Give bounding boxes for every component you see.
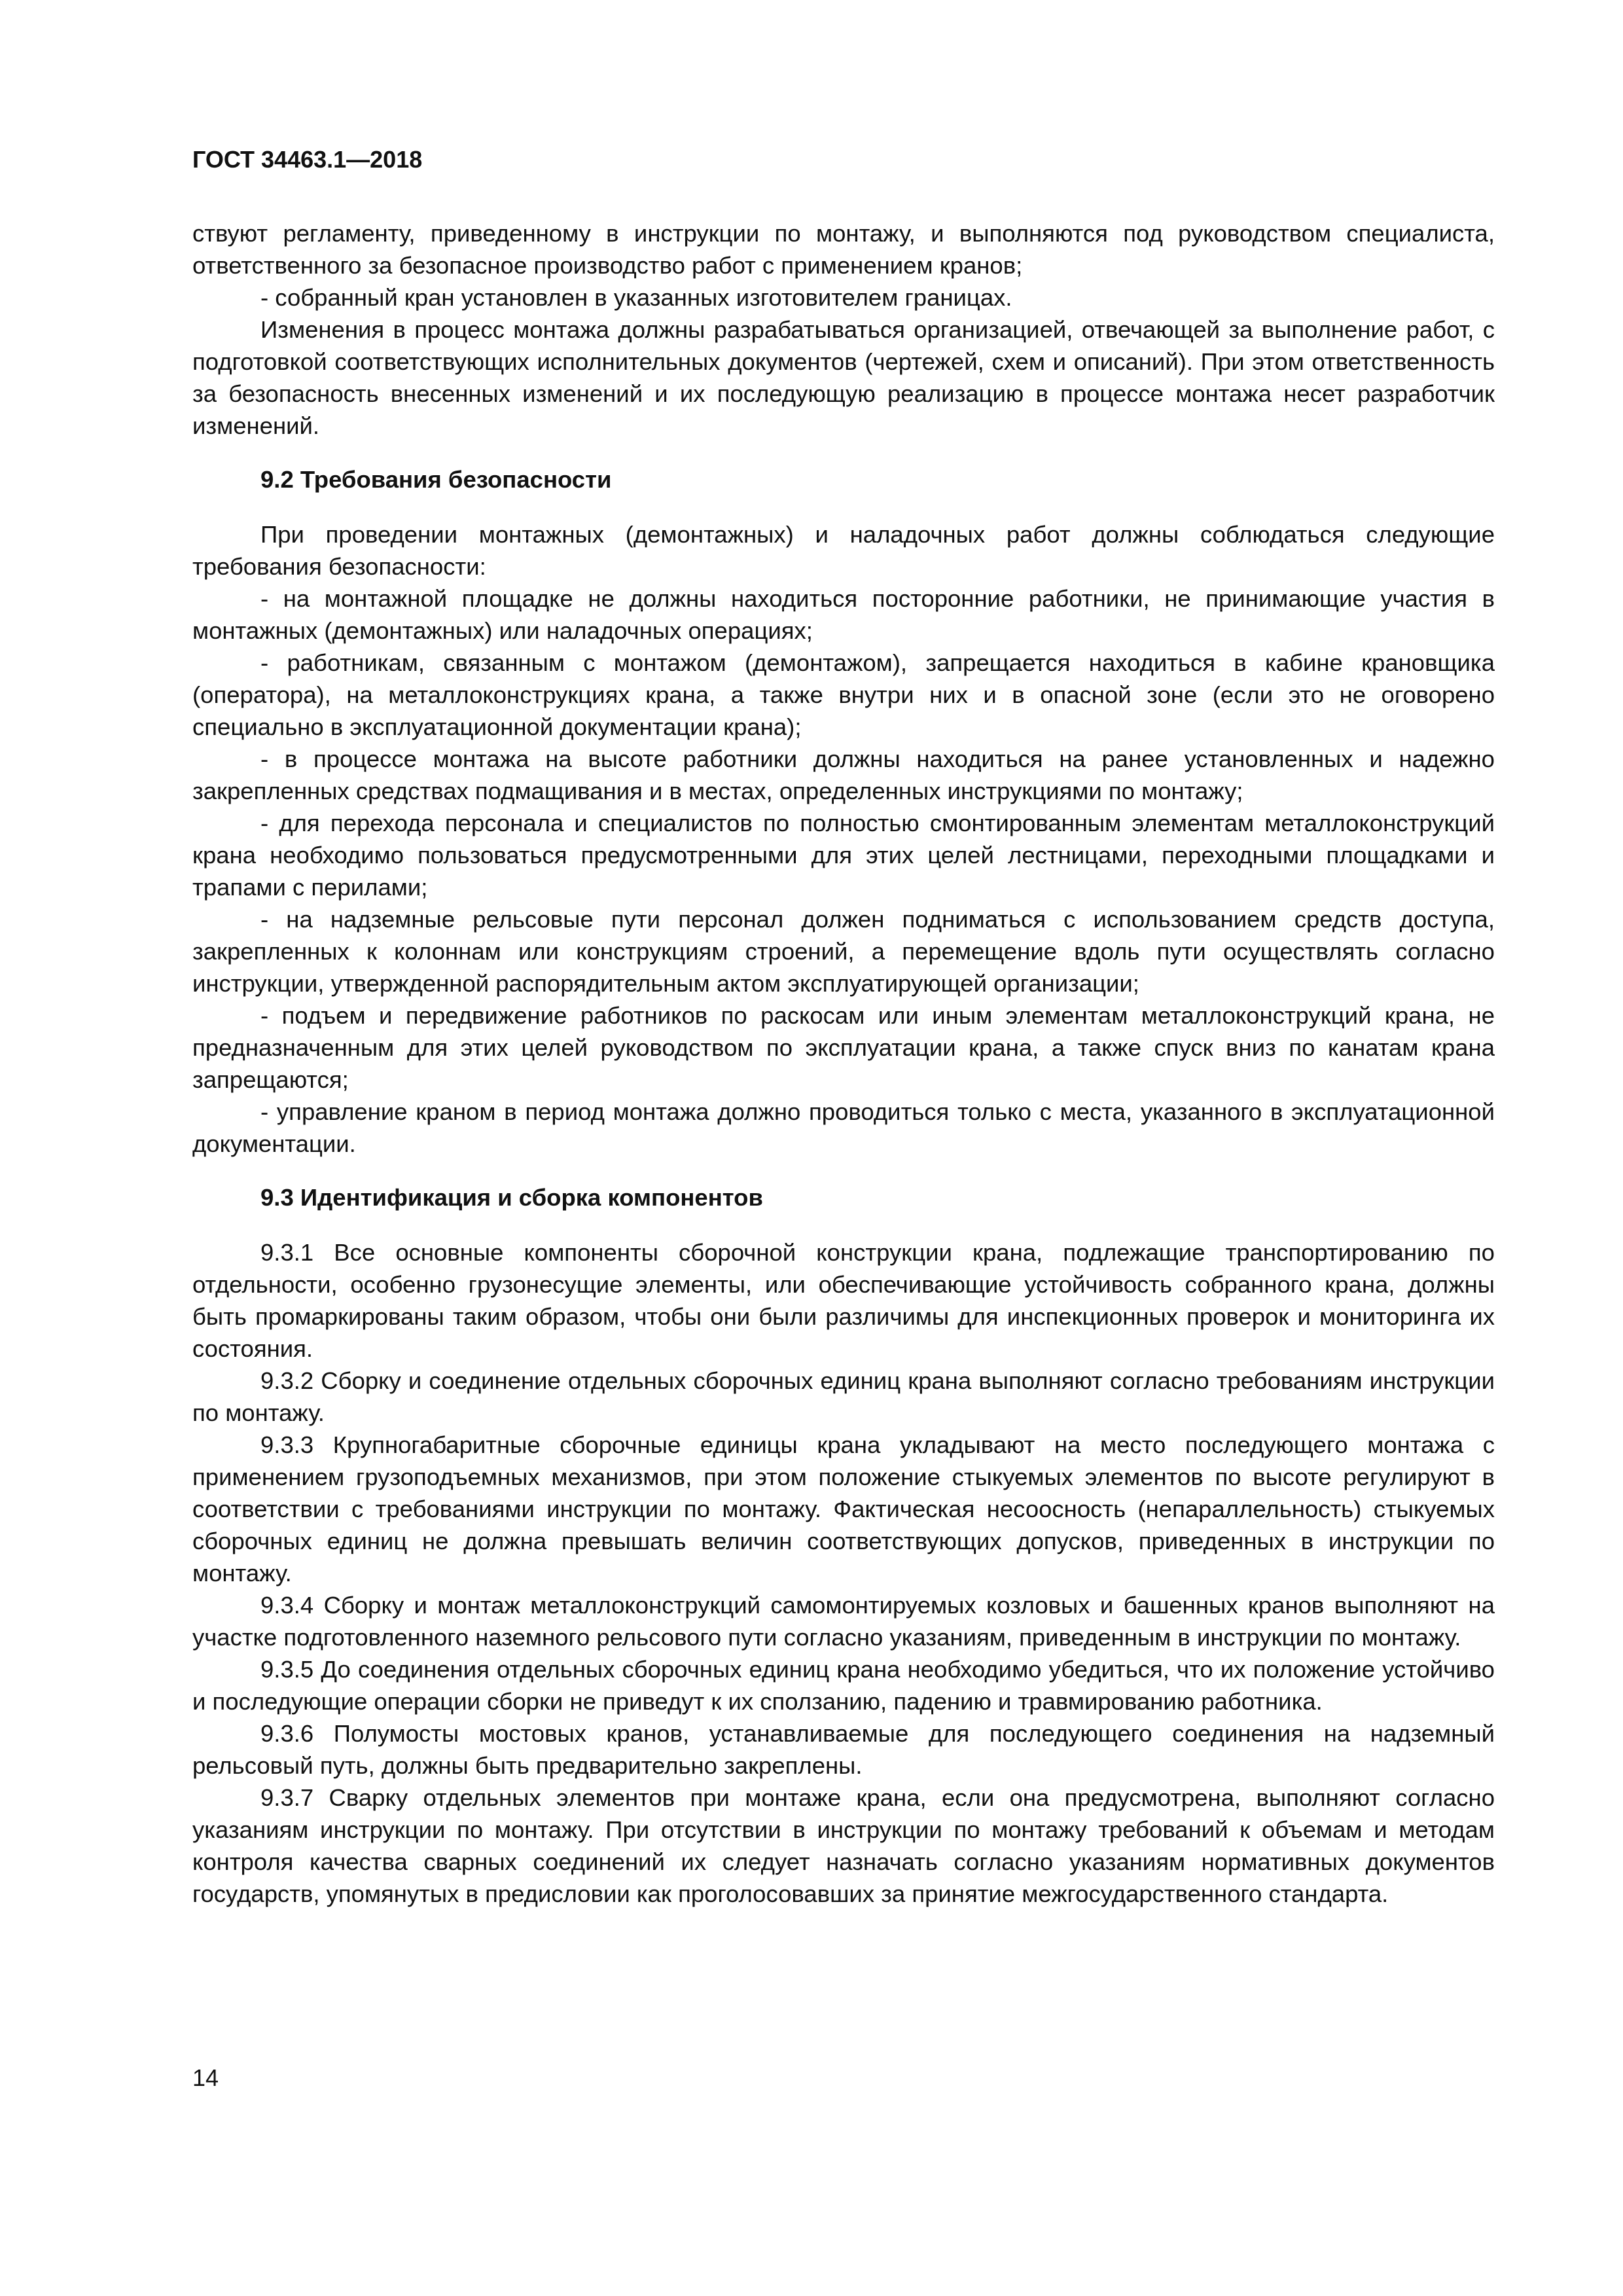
section-heading-9-3: 9.3 Идентификация и сборка компонентов [260,1184,763,1211]
clause-9-3-5: 9.3.5 До соединения отдельных сборочных единиц крана необходимо убедиться, что их положение устойчиво и последующие операции сборки не приведут к их сползанию, падению и травмированию работника. [192,1656,1495,1715]
intro-paragraph-1: ствуют регламенту, приведенному в инструкции по монтажу, и выполняются под руководством специалиста, ответственного за безопасное производство работ с применением кранов; [192,220,1495,279]
clause-9-3-7: 9.3.7 Сварку отдельных элементов при монтаже крана, если она предусмотрена, выполняют согласно указаниям инструкции по монтажу. При отсутствии в инструкции по монтажу требований к объемам и методам контроля качества сварных соединений их следует назначать согласно указаниям нормативных документов государств, упомянутых в предисловии как проголосовавших за принятие межгосударственного стандарта. [192,1784,1495,1907]
clause-9-3-6: 9.3.6 Полумосты мостовых кранов, устанавливаемые для последующего соединения на надземный рельсовый путь, должны быть предварительно закреплены. [192,1720,1495,1779]
clause-9-3-2: 9.3.2 Сборку и соединение отдельных сборочных единиц крана выполняют согласно требованиям инструкции по монтажу. [192,1367,1495,1426]
safety-requirement-item: - для перехода персонала и специалистов по полностью смонтированным элементам металлоконструкций крана необходимо пользоваться предусмотренными для этих целей лестницами, переходными площадками и трапами с перилами; [192,810,1495,901]
document-page [192,143,1495,1910]
safety-requirement-item: - управление краном в период монтажа должно проводиться только с места, указанного в эксплуатационной документации. [192,1098,1495,1157]
intro-paragraph-changes: Изменения в процесс монтажа должны разрабатываться организацией, отвечающей за выполнение работ, с подготовкой соответствующих исполнительных документов (чертежей, схем и описаний). При этом ответственность за безопасность внесенных изменений и их последующую реализацию в процессе монтажа несет разработчик изменений. [192,316,1495,439]
clause-9-3-4: 9.3.4 Сборку и монтаж металлоконструкций самомонтируемых козловых и башенных кранов выполняют на участке подготовленного наземного рельсового пути согласно указаниям, приведенным в инструкции по монтажу. [192,1592,1495,1651]
safety-requirement-item: - на монтажной площадке не должны находиться посторонние работники, не принимающие участия в монтажных (демонтажных) или наладочных операциях; [192,585,1495,644]
safety-requirement-item: - работникам, связанным с монтажом (демонтажом), запрещается находиться в кабине крановщика (оператора), на металлоконструкциях крана, а также внутри них и в опасной зоне (если это не оговорено специально в эксплуатационной документации крана); [192,649,1495,740]
safety-requirement-item: - в процессе монтажа на высоте работники должны находиться на ранее установленных и надежно закрепленных средствах подмащивания и в местах, определенных инструкциями по монтажу; [192,745,1495,804]
document-code: ГОСТ 34463.1—2018 [192,146,423,173]
clause-9-3-3: 9.3.3 Крупногабаритные сборочные единицы крана укладывают на место последующего монтажа с применением грузоподъемных механизмов, при этом положение стыкуемых элементов по высоте регулируют в соответствии с требованиями инструкции по монтажу. Фактическая несоосность (непараллельность) стыкуемых сборочных единиц не должна превышать величин соответствующих допусков, приведенных в инструкции по монтажу. [192,1431,1495,1587]
intro-list-item: - собранный кран установлен в указанных изготовителем границах. [260,284,1012,311]
section-heading-9-2: 9.2 Требования безопасности [260,466,612,493]
page-number: 14 [192,2064,219,2091]
clause-9-3-1: 9.3.1 Все основные компоненты сборочной конструкции крана, подлежащие транспортированию по отдельности, особенно грузонесущие элементы, или обеспечивающие устойчивость собранного крана, должны быть промаркированы таким образом, чтобы они были различимы для инспекционных проверок и мониторинга их состояния. [192,1239,1495,1362]
section-9-2-intro: При проведении монтажных (демонтажных) и наладочных работ должны соблюдаться следующие требования безопасности: [192,521,1495,580]
safety-requirement-item: - на надземные рельсовые пути персонал должен подниматься с использованием средств доступа, закрепленных к колоннам или конструкциям строений, а перемещение вдоль пути осуществлять согласно инструкции, утвержденной распорядительным актом эксплуатирующей организации; [192,906,1495,997]
safety-requirement-item: - подъем и передвижение работников по раскосам или иным элементам металлоконструкций крана, не предназначенным для этих целей руководством по эксплуатации крана, а также спуск вниз по канатам крана запрещаются; [192,1002,1495,1093]
